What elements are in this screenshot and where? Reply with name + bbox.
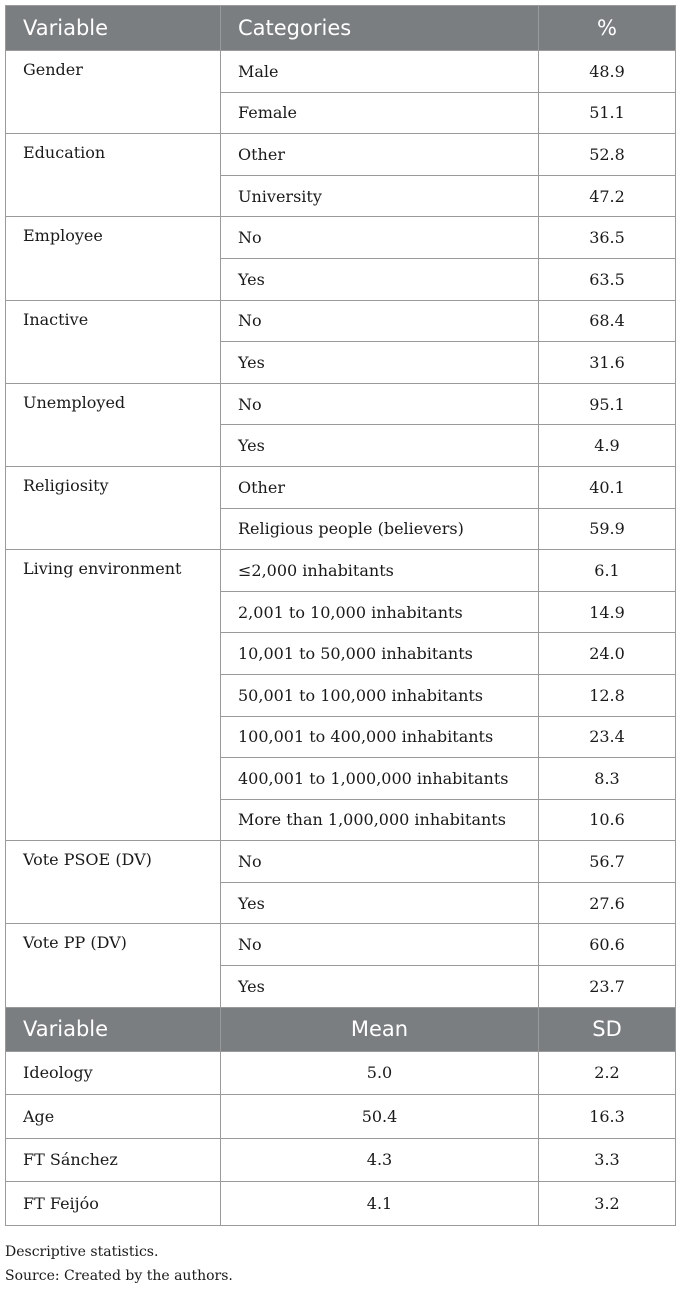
percent-cell: 4.9 [539, 425, 676, 467]
category-cell: Other [221, 134, 539, 176]
percent-cell: 27.6 [539, 882, 676, 924]
table-row [6, 466, 676, 508]
mean-cell: 4.3 [221, 1138, 539, 1182]
category-cell: More than 1,000,000 inhabitants [221, 799, 539, 841]
percent-cell: 68.4 [539, 300, 676, 342]
category-cell: No [221, 924, 539, 966]
category-cell: 10,001 to 50,000 inhabitants [221, 633, 539, 675]
category-cell: ≤2,000 inhabitants [221, 550, 539, 592]
sd-cell: 3.3 [539, 1138, 676, 1182]
sd-cell: 2.2 [539, 1051, 676, 1095]
header-row-categorical [6, 6, 676, 51]
category-cell: No [221, 383, 539, 425]
table-row [6, 550, 676, 592]
category-cell: Yes [221, 258, 539, 300]
table-row [6, 217, 676, 259]
category-cell: Other [221, 466, 539, 508]
variable-vote-pp: Vote PP (DV) [6, 924, 221, 1007]
category-cell: 100,001 to 400,000 inhabitants [221, 716, 539, 758]
header-variable: Variable [6, 1007, 221, 1051]
category-cell: Yes [221, 425, 539, 467]
header-mean: Mean [221, 1007, 539, 1051]
table-caption: Descriptive statistics. [5, 1244, 159, 1260]
sd-cell: 16.3 [539, 1095, 676, 1139]
mean-cell: 4.1 [221, 1182, 539, 1226]
category-cell: No [221, 841, 539, 883]
variable-inactive: Inactive [6, 300, 221, 383]
header-sd: SD [539, 1007, 676, 1051]
percent-cell: 48.9 [539, 51, 676, 93]
percent-cell: 12.8 [539, 674, 676, 716]
table-row [6, 300, 676, 342]
variable-unemployed: Unemployed [6, 383, 221, 466]
percent-cell: 8.3 [539, 758, 676, 800]
percent-cell: 31.6 [539, 342, 676, 384]
table-row [6, 134, 676, 176]
variable-living-environment: Living environment [6, 550, 221, 841]
category-cell: 400,001 to 1,000,000 inhabitants [221, 758, 539, 800]
descriptive-statistics-table [5, 5, 676, 1226]
percent-cell: 63.5 [539, 258, 676, 300]
percent-cell: 52.8 [539, 134, 676, 176]
table-row [6, 841, 676, 883]
percent-cell: 59.9 [539, 508, 676, 550]
variable-vote-psoe: Vote PSOE (DV) [6, 841, 221, 924]
variable-gender: Gender [6, 51, 221, 134]
category-cell: 2,001 to 10,000 inhabitants [221, 591, 539, 633]
variable-ft-feijoo: FT Feijóo [6, 1182, 221, 1226]
table-row [6, 383, 676, 425]
header-percent: % [539, 6, 676, 51]
category-cell: Male [221, 51, 539, 93]
percent-cell: 95.1 [539, 383, 676, 425]
category-cell: Yes [221, 882, 539, 924]
header-categories: Categories [221, 6, 539, 51]
percent-cell: 36.5 [539, 217, 676, 259]
percent-cell: 47.2 [539, 175, 676, 217]
table-source: Source: Created by the authors. [5, 1268, 233, 1284]
percent-cell: 23.4 [539, 716, 676, 758]
category-cell: University [221, 175, 539, 217]
table-row [6, 924, 676, 966]
variable-religiosity: Religiosity [6, 466, 221, 549]
variable-ideology: Ideology [6, 1051, 221, 1095]
percent-cell: 56.7 [539, 841, 676, 883]
variable-ft-sanchez: FT Sánchez [6, 1138, 221, 1182]
table-row [6, 1182, 676, 1226]
sd-cell: 3.2 [539, 1182, 676, 1226]
variable-education: Education [6, 134, 221, 217]
percent-cell: 51.1 [539, 92, 676, 134]
category-cell: Religious people (believers) [221, 508, 539, 550]
percent-cell: 60.6 [539, 924, 676, 966]
percent-cell: 40.1 [539, 466, 676, 508]
category-cell: No [221, 300, 539, 342]
header-row-continuous [6, 1007, 676, 1051]
category-cell: Female [221, 92, 539, 134]
variable-employee: Employee [6, 217, 221, 300]
table-row [6, 1051, 676, 1095]
percent-cell: 6.1 [539, 550, 676, 592]
category-cell: 50,001 to 100,000 inhabitants [221, 674, 539, 716]
percent-cell: 24.0 [539, 633, 676, 675]
category-cell: Yes [221, 342, 539, 384]
table-row [6, 1138, 676, 1182]
percent-cell: 10.6 [539, 799, 676, 841]
mean-cell: 50.4 [221, 1095, 539, 1139]
category-cell: No [221, 217, 539, 259]
percent-cell: 14.9 [539, 591, 676, 633]
table-row [6, 51, 676, 93]
mean-cell: 5.0 [221, 1051, 539, 1095]
percent-cell: 23.7 [539, 966, 676, 1008]
table-row [6, 1095, 676, 1139]
category-cell: Yes [221, 966, 539, 1008]
table-notes [5, 1240, 233, 1288]
variable-age: Age [6, 1095, 221, 1139]
header-variable: Variable [6, 6, 221, 51]
